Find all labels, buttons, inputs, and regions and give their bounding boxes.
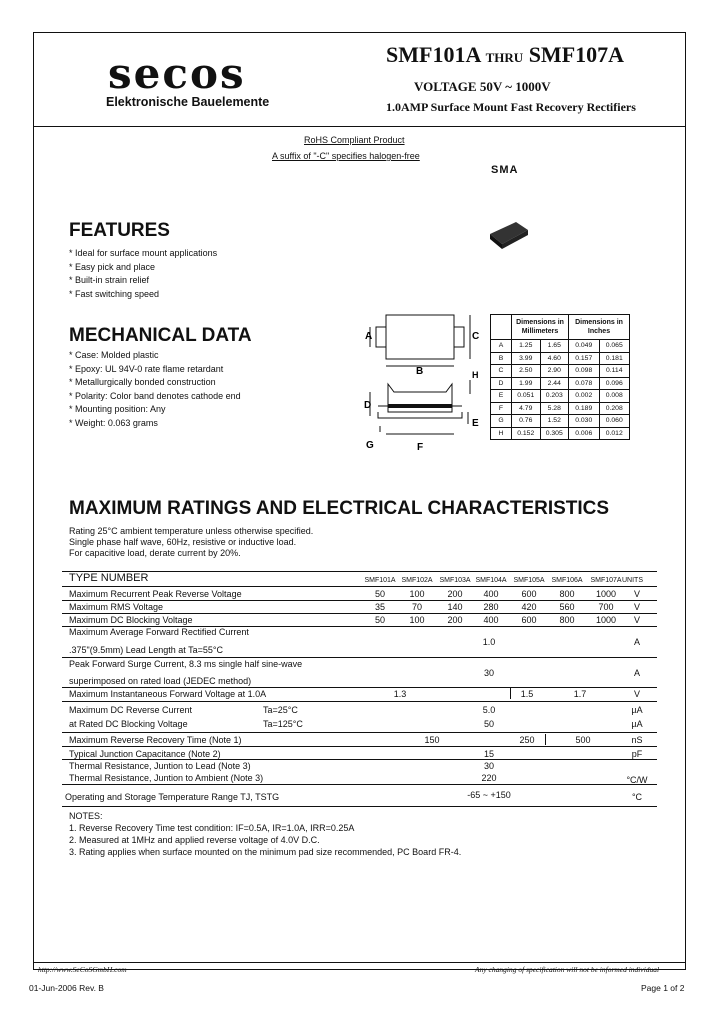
ir-unit: µA [631,705,643,715]
trr-value: 500 [575,735,591,745]
trr-value: 250 [519,735,535,745]
rohs-note: RoHS Compliant Product [304,135,405,145]
vrrm-value: 400 [483,589,499,599]
vrms-value: 140 [447,602,463,612]
footer-url[interactable]: http://www.SeCoSGmbH.com [38,965,127,974]
io-label-2: .375"(9.5mm) Lead Length at Ta=55°C [69,645,223,655]
vrrm-unit: V [633,589,640,599]
package-label: SMA [491,164,519,176]
dim-value: 0.006 [569,427,600,440]
dim-value: 0.098 [569,365,600,378]
title-part-a: SMF101A [386,42,481,67]
ratings-heading: MAXIMUM RATINGS AND ELECTRICAL CHARACTERISTICS [69,498,610,519]
vdc-value: 800 [559,615,575,625]
ifsm-value: 30 [483,668,494,678]
page-number: Page 1 of 2 [641,983,685,993]
dim-symbol: F [491,402,512,415]
vrrm-value: 600 [521,589,537,599]
io-unit: A [633,637,640,647]
vrms-label: Maximum RMS Voltage [69,602,164,612]
part-number-header: SMF102A [401,577,433,584]
ifsm-label-2: superimposed on rated load (JEDEC method) [69,676,252,686]
trr-label: Maximum Reverse Recovery Time (Note 1) [69,735,242,745]
dim-label-h: H [472,370,479,380]
dim-value: 0.114 [599,365,630,378]
dim-symbol: C [491,365,512,378]
dim-value: 0.008 [599,390,630,403]
features-heading: FEATURES [69,220,170,241]
dim-label-f: F [417,442,424,453]
dim-symbol: H [491,427,512,440]
dim-value: 0.76 [512,415,541,428]
vrrm-value: 50 [374,589,385,599]
vrrm-value: 1000 [595,589,617,599]
vrrm-label: Maximum Recurrent Peak Reverse Voltage [69,589,242,599]
vdc-unit: V [633,615,640,625]
table-row [491,340,630,353]
dim-value: 1.25 [512,340,541,353]
title-part-b: SMF107A [528,42,625,67]
vf-unit: V [633,689,640,699]
dim-value: 0.157 [569,352,600,365]
dim-value: 0.203 [540,390,569,403]
dim-value: 0.181 [599,352,630,365]
part-number-header: SMF106A [551,577,583,584]
cj-label: Typical Junction Capacitance (Note 2) [69,749,221,759]
vdc-label: Maximum DC Blocking Voltage [69,615,193,625]
vdc-value: 600 [521,615,537,625]
ir-condition: Ta=125°C [263,719,303,729]
io-value: 1.0 [482,637,496,647]
vdc-value: 400 [483,615,499,625]
dim-value: 0.030 [569,415,600,428]
vrms-value: 420 [521,602,537,612]
table-rule [62,759,657,760]
cj-unit: pF [631,749,643,759]
page-title [386,42,624,68]
list-item: * Case: Molded plastic [69,350,159,360]
ifsm-label: Peak Forward Surge Current, 8.3 ms single half sine-wave [69,659,303,669]
dim-value: 0.002 [569,390,600,403]
table-row [491,352,630,365]
ir-condition: Ta=25°C [263,705,298,715]
footer-notice: Any changing of specification will not be informed individual [475,965,660,974]
cj-value: 15 [483,749,494,759]
table-row [491,377,630,390]
units-header: UNITS [622,577,643,584]
revision-date: 01-Jun-2006 Rev. B [29,983,104,993]
vrrm-value: 100 [409,589,425,599]
table-row [491,427,630,440]
table-rule [62,657,657,658]
temp-unit: °C [631,792,643,802]
temp-label: Operating and Storage Temperature Range TJ, TSTG [65,792,280,802]
table-rule [62,613,657,614]
vf-label: Maximum Instantaneous Forward Voltage at 1.0A [69,689,267,699]
dim-value: 2.44 [540,377,569,390]
dim-symbol: B [491,352,512,365]
table-rule [62,571,657,572]
vrrm-value: 800 [559,589,575,599]
dim-value: 0.152 [512,427,541,440]
ir-value: 50 [483,719,494,729]
mechanical-heading: MECHANICAL DATA [69,325,252,346]
dim-label-d: D [364,400,372,411]
table-row [491,365,630,378]
dim-value: 0.189 [569,402,600,415]
dim-value: 0.078 [569,377,600,390]
dim-value: 2.50 [512,365,541,378]
table-rule [62,806,657,807]
vf-value: 1.3 [393,689,407,699]
part-number-header: SMF104A [475,577,507,584]
rja-label: Thermal Resistance, Juntion to Ambient (Note 3) [69,773,264,783]
table-rule [62,784,657,785]
list-item: * Polarity: Color band denotes cathode end [69,390,241,401]
note-2: 2. Measured at 1MHz and applied reverse voltage of 4.0V D.C. [69,835,320,845]
note-3: 3. Rating applies when surface mounted on the minimum pad size recommended, PC Board FR-4. [69,847,462,857]
dim-value: 0.012 [599,427,630,440]
vf-value: 1.5 [520,689,534,699]
table-rule [62,732,657,733]
dim-value: 3.99 [512,352,541,365]
list-item: * Easy pick and place [69,261,156,272]
list-item: * Metallurgically bonded construction [69,377,216,388]
product-subtitle: 1.0AMP Surface Mount Fast Recovery Rectifiers [386,100,636,114]
ir-unit: µA [631,719,643,729]
note-1: 1. Reverse Recovery Time test condition: IF=0.5A, IR=1.0A, IRR=0.25A [69,823,355,833]
vrms-unit: V [633,602,640,612]
dim-value: 2.90 [540,365,569,378]
vrms-value: 700 [598,602,614,612]
rating-note-1: Rating 25°C ambient temperature unless otherwise specified. [69,526,314,536]
vrms-value: 280 [483,602,499,612]
col-header-mm: Dimensions in Millimeters [512,315,569,340]
voltage-range: VOLTAGE 50V ~ 1000V [414,79,551,94]
dim-value: 1.52 [540,415,569,428]
rja-unit: °C/W [626,775,648,785]
dim-value: 0.305 [540,427,569,440]
dim-label-b: B [416,366,424,377]
dim-symbol: D [491,377,512,390]
list-item: * Mounting position: Any [69,404,166,415]
dim-label-c: C [472,331,480,342]
trr-value: 150 [424,735,440,745]
part-number-header: SMF101A [364,577,396,584]
mechanical-list [69,349,241,431]
vdc-value: 200 [447,615,463,625]
dim-value: 1.99 [512,377,541,390]
package-outline-drawing [360,308,490,458]
dim-label-e: E [472,418,479,429]
table-rule [62,746,657,747]
table-rule [510,688,511,699]
list-item: * Weight: 0.063 grams [69,417,158,428]
title-thru: THRU [485,50,524,65]
vdc-value: 1000 [595,615,617,625]
vrms-value: 560 [559,602,575,612]
rating-conditions [69,526,313,559]
dim-value: 1.65 [540,340,569,353]
vdc-value: 100 [409,615,425,625]
list-item: * Ideal for surface mount applications [69,248,218,258]
rjl-label: Thermal Resistance, Juntion to Lead (Note 3) [69,761,251,771]
list-item: * Fast switching speed [69,288,160,299]
dim-value: 0.060 [599,415,630,428]
rating-note-2: Single phase half wave, 60Hz, resistive or inductive load. [69,537,297,547]
logo-subtitle: Elektronische Bauelemente [106,95,270,109]
dim-value: 0.208 [599,402,630,415]
dim-label-g: G [366,440,374,451]
vdc-value: 50 [374,615,385,625]
table-rule [62,586,657,587]
type-number-header: TYPE NUMBER [69,572,149,584]
dim-value: 4.79 [512,402,541,415]
rating-note-3: For capacitive load, derate current by 20%. [69,548,241,558]
vrms-value: 35 [374,602,385,612]
dim-label-a: A [365,331,373,342]
header-divider [33,126,686,127]
logo: secos [108,49,246,98]
table-rule [545,734,546,745]
dim-value: 4.60 [540,352,569,365]
ir-label: Maximum DC Reverse Current [69,705,193,715]
dim-value: 0.065 [599,340,630,353]
vrrm-value: 200 [447,589,463,599]
dim-value: 0.049 [569,340,600,353]
ir-value: 5.0 [482,705,496,715]
list-item: * Built-in strain relief [69,275,150,286]
dim-symbol: E [491,390,512,403]
part-number-header: SMF107A [590,577,622,584]
table-rule [62,600,657,601]
rja-value: 220 [481,773,497,783]
table-row [491,402,630,415]
notes-heading: NOTES: [69,811,103,821]
notes-block [69,810,461,858]
halogen-note: A suffix of "-C" specifies halogen-free [272,151,420,161]
dim-value: 0.051 [512,390,541,403]
dim-symbol: A [491,340,512,353]
temp-value: -65 ~ +150 [467,790,511,800]
dimensions-table [490,314,630,440]
footer-divider [33,962,686,963]
table-row [491,390,630,403]
vrms-value: 70 [411,602,422,612]
features-list [69,247,217,301]
table-rule [62,687,657,688]
ir-label-2: at Rated DC Blocking Voltage [69,719,188,729]
package-icon [486,216,532,252]
vf-value: 1.7 [573,689,587,699]
table-row [491,415,630,428]
table-rule [62,701,657,702]
io-label: Maximum Average Forward Rectified Current [69,627,249,637]
rjl-value: 30 [483,761,494,771]
part-number-header: SMF103A [439,577,471,584]
col-header-in: Dimensions in Inches [569,315,630,340]
trr-unit: nS [631,735,643,745]
dim-value: 5.28 [540,402,569,415]
ifsm-unit: A [633,668,640,678]
dim-value: 0.096 [599,377,630,390]
part-number-header: SMF105A [513,577,545,584]
dim-symbol: G [491,415,512,428]
list-item: * Epoxy: UL 94V-0 rate flame retardant [69,363,224,374]
